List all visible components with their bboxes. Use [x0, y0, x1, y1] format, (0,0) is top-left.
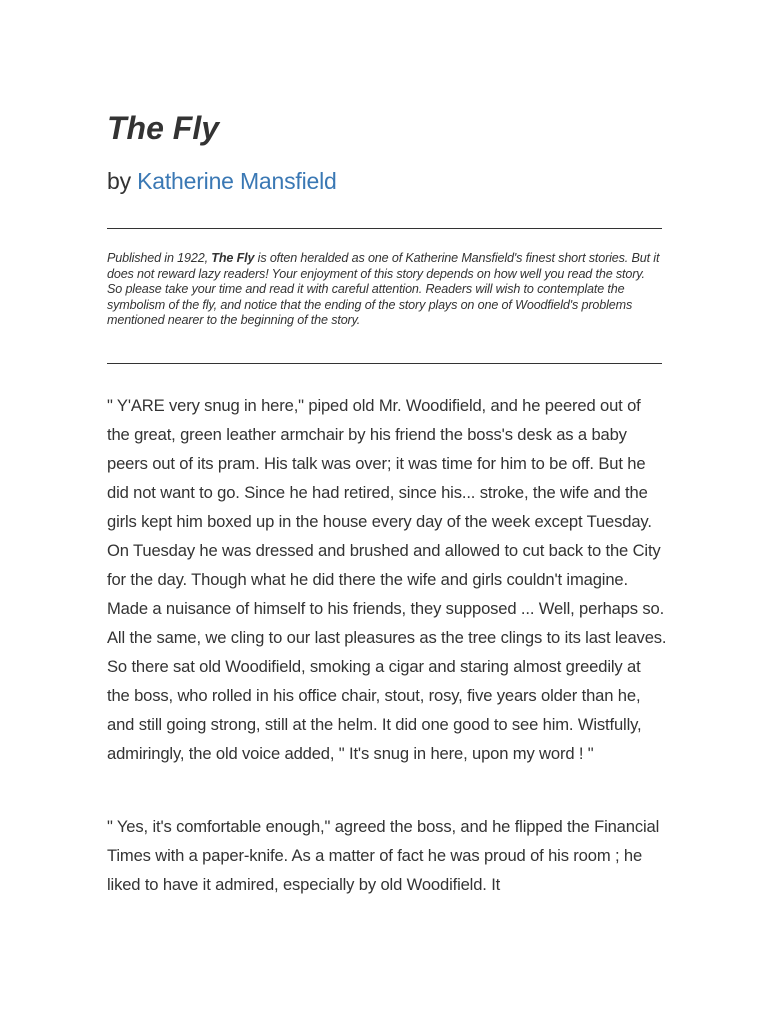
divider-bottom [107, 363, 662, 364]
article-title: The Fly [107, 110, 220, 146]
story-paragraph-2: " Yes, it's comfortable enough," agreed the boss, and he flipped the Financial Times with a paper-knife. As a matter of fact he was proud of his room ; he liked to have it admired, especially by old Woodifield. It [107, 817, 660, 894]
divider-top [107, 228, 662, 229]
story-paragraph-1: " Y'ARE very snug in here," piped old Mr. Woodifield, and he peered out of the great, green leather armchair by his friend the boss's desk as a baby peers out of its pram. His talk was over; it was time for him to be off. But he did not want to go. Since he had retired, since his... stroke, the wife and the girls kept him boxed up in the house every day of the week except Tuesday. On Tuesday he was dressed and brushed and allowed to cut back to the City for the day. Though what he did there the wife and girls couldn't imagine. Made a nuisance of himself to his friends, they supposed ... Well, perhaps so. All the same, we cling to our last pleasures as the tree clings to its last leaves. So there sat old Woodifield, smoking a cigar and staring almost greedily at the boss, who rolled in his office chair, stout, rosy, five years older than he, and still going strong, still at the helm. It did one good to see him. Wistfully, admiringly, the old voice added, " It's snug in here, upon my word ! " [107, 396, 667, 763]
by-label: by [107, 168, 131, 194]
intro-note [107, 251, 662, 329]
intro-text: is often heralded as one of Katherine Mansfield's finest short stories. But it does not reward lazy readers! Your enjoyment of this story depends on how well you read the story. So please take your time and read it with careful attention. Readers will wish to contemplate the symbolism of the fly, and notice that the ending of the story plays on one of Woodfield's problems mentioned nearer to the beginning of the story. [107, 251, 660, 328]
author-link[interactable]: Katherine Mansfield [137, 168, 337, 194]
intro-story-title: The Fly [211, 251, 255, 265]
byline [107, 166, 337, 196]
intro-lead: Published in 1922, [107, 251, 212, 265]
